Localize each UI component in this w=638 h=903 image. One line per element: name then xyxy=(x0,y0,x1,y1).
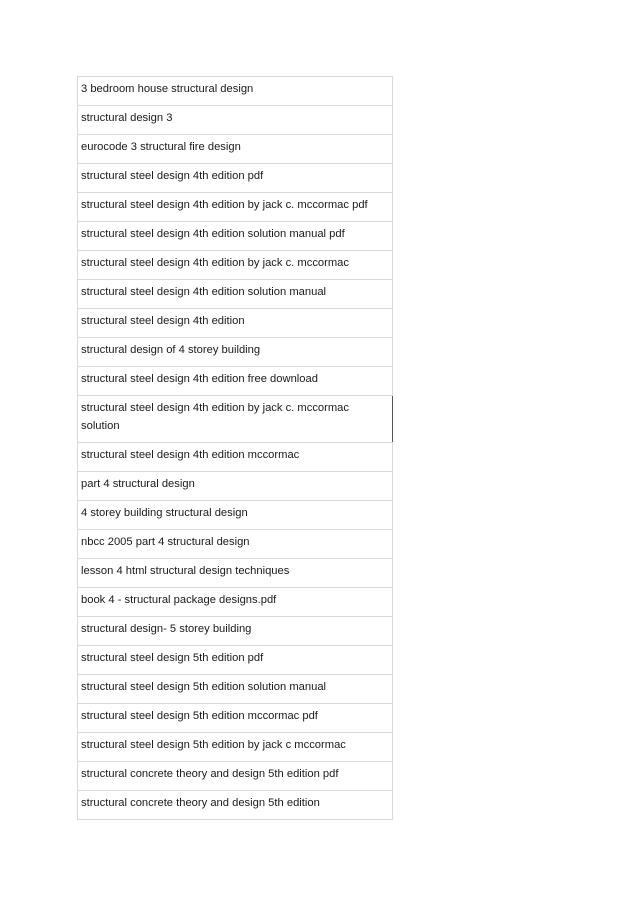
keyword-table-body xyxy=(78,77,393,820)
table-row xyxy=(78,443,393,472)
table-cell: structural steel design 5th edition solution manual xyxy=(78,675,393,704)
table-row xyxy=(78,501,393,530)
table-row xyxy=(78,164,393,193)
table-cell: book 4 - structural package designs.pdf xyxy=(78,588,393,617)
table-row xyxy=(78,77,393,106)
table-cell: structural design of 4 storey building xyxy=(78,338,393,367)
table-row xyxy=(78,733,393,762)
table-row xyxy=(78,222,393,251)
table-cell: lesson 4 html structural design techniques xyxy=(78,559,393,588)
table-row xyxy=(78,338,393,367)
table-cell: structural steel design 4th edition xyxy=(78,309,393,338)
table-row xyxy=(78,472,393,501)
table-cell: structural steel design 4th edition free download xyxy=(78,367,393,396)
table-row xyxy=(78,559,393,588)
table-cell: structural design 3 xyxy=(78,106,393,135)
table-cell: eurocode 3 structural fire design xyxy=(78,135,393,164)
table-cell: structural steel design 4th edition mccormac xyxy=(78,443,393,472)
table-cell: structural steel design 4th edition by jack c. mccormac solution xyxy=(78,396,393,443)
table-row xyxy=(78,135,393,164)
table-row xyxy=(78,646,393,675)
table-cell: structural concrete theory and design 5th edition pdf xyxy=(78,762,393,791)
table-row xyxy=(78,617,393,646)
table-cell: structural steel design 5th edition by jack c mccormac xyxy=(78,733,393,762)
keyword-table xyxy=(77,76,393,820)
table-cell: structural steel design 4th edition by jack c. mccormac xyxy=(78,251,393,280)
table-cell: nbcc 2005 part 4 structural design xyxy=(78,530,393,559)
table-row xyxy=(78,588,393,617)
table-row xyxy=(78,280,393,309)
table-cell: structural concrete theory and design 5th edition xyxy=(78,791,393,820)
table-cell: 3 bedroom house structural design xyxy=(78,77,393,106)
table-cell: structural steel design 4th edition by jack c. mccormac pdf xyxy=(78,193,393,222)
table-cell: structural steel design 4th edition solution manual xyxy=(78,280,393,309)
table-row xyxy=(78,251,393,280)
table-row xyxy=(78,704,393,733)
table-row xyxy=(78,396,393,443)
table-cell: structural steel design 5th edition mccormac pdf xyxy=(78,704,393,733)
table-cell: part 4 structural design xyxy=(78,472,393,501)
table-cell: structural steel design 4th edition solution manual pdf xyxy=(78,222,393,251)
table-row xyxy=(78,675,393,704)
table-cell: structural steel design 4th edition pdf xyxy=(78,164,393,193)
table-row xyxy=(78,106,393,135)
table-row xyxy=(78,367,393,396)
table-row xyxy=(78,762,393,791)
table-row xyxy=(78,791,393,820)
table-row xyxy=(78,193,393,222)
table-row xyxy=(78,309,393,338)
table-cell: 4 storey building structural design xyxy=(78,501,393,530)
table-cell: structural steel design 5th edition pdf xyxy=(78,646,393,675)
table-cell: structural design- 5 storey building xyxy=(78,617,393,646)
table-row xyxy=(78,530,393,559)
